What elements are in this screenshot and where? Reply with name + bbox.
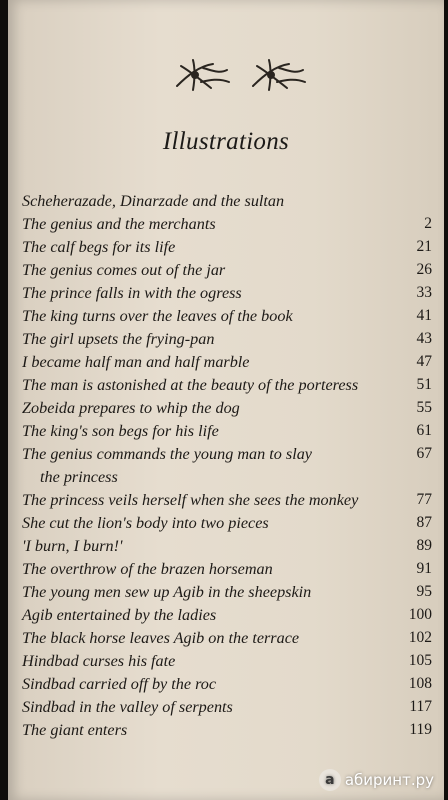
- entry-page: 26: [416, 261, 432, 278]
- entry-page: 33: [416, 284, 432, 301]
- entry-page: 108: [408, 675, 432, 692]
- entry-title: The giant enters: [22, 721, 128, 739]
- entry-page: 43: [416, 330, 432, 347]
- entry-page: 102: [408, 629, 432, 646]
- entry-page: 89: [416, 537, 432, 554]
- entry-page: 105: [408, 652, 432, 669]
- entry-title: I became half man and half marble: [22, 353, 250, 371]
- entry-page: 41: [416, 307, 432, 324]
- entry-page: 51: [416, 376, 432, 393]
- entry-page: 91: [416, 560, 432, 577]
- entry-title: The prince falls in with the ogress: [22, 284, 242, 302]
- labirint-logo-icon: a: [319, 769, 341, 791]
- entry-page: 55: [416, 399, 432, 416]
- entry-title: The man is astonished at the beauty of the porteress: [22, 376, 359, 394]
- entry-title: Agib entertained by the ladies: [22, 606, 217, 624]
- entry-title: The genius and the merchants: [22, 215, 216, 233]
- entry-title: The genius comes out of the jar: [22, 261, 226, 279]
- entry-page: 61: [416, 422, 432, 439]
- floral-ornament-icon: [173, 58, 308, 92]
- entry-page: 100: [408, 606, 432, 623]
- entry-page: 117: [409, 698, 432, 715]
- entry-title: The king's son begs for his life: [22, 422, 219, 440]
- entry-title: Sindbad carried off by the roc: [22, 675, 217, 693]
- entry-page: 95: [416, 583, 432, 600]
- site-watermark: [319, 768, 434, 792]
- book-page: [8, 0, 444, 800]
- page-title: Illustrations: [162, 128, 290, 155]
- watermark-text: абиринт.ру: [344, 771, 434, 789]
- entry-title: The calf begs for its life: [22, 238, 176, 256]
- entry-title: the princess: [40, 468, 118, 486]
- entry-title: Hindbad curses his fate: [22, 652, 176, 670]
- entry-title: Scheherazade, Dinarzade and the sultan: [22, 192, 285, 210]
- entry-page: 87: [416, 514, 432, 531]
- entry-page: 119: [409, 721, 432, 738]
- entry-page: 77: [416, 491, 432, 508]
- entry-title: Sindbad in the valley of serpents: [22, 698, 233, 716]
- entry-title: The black horse leaves Agib on the terrace: [22, 629, 300, 647]
- entry-title: The genius commands the young man to slay: [22, 445, 312, 463]
- entry-title: The king turns over the leaves of the book: [22, 307, 293, 325]
- entry-title: The young men sew up Agib in the sheepskin: [22, 583, 312, 601]
- entry-page: 2: [424, 215, 432, 232]
- entry-page: 21: [416, 238, 432, 255]
- entry-title: The overthrow of the brazen horseman: [22, 560, 273, 578]
- entry-title: She cut the lion's body into two pieces: [22, 514, 269, 532]
- entry-page: 47: [416, 353, 432, 370]
- entry-title: 'I burn, I burn!': [22, 537, 123, 555]
- entry-page: 67: [416, 445, 432, 462]
- entry-title: The princess veils herself when she sees the monkey: [22, 491, 359, 509]
- entry-title: Zobeida prepares to whip the dog: [22, 399, 240, 417]
- entry-title: The girl upsets the frying-pan: [22, 330, 215, 348]
